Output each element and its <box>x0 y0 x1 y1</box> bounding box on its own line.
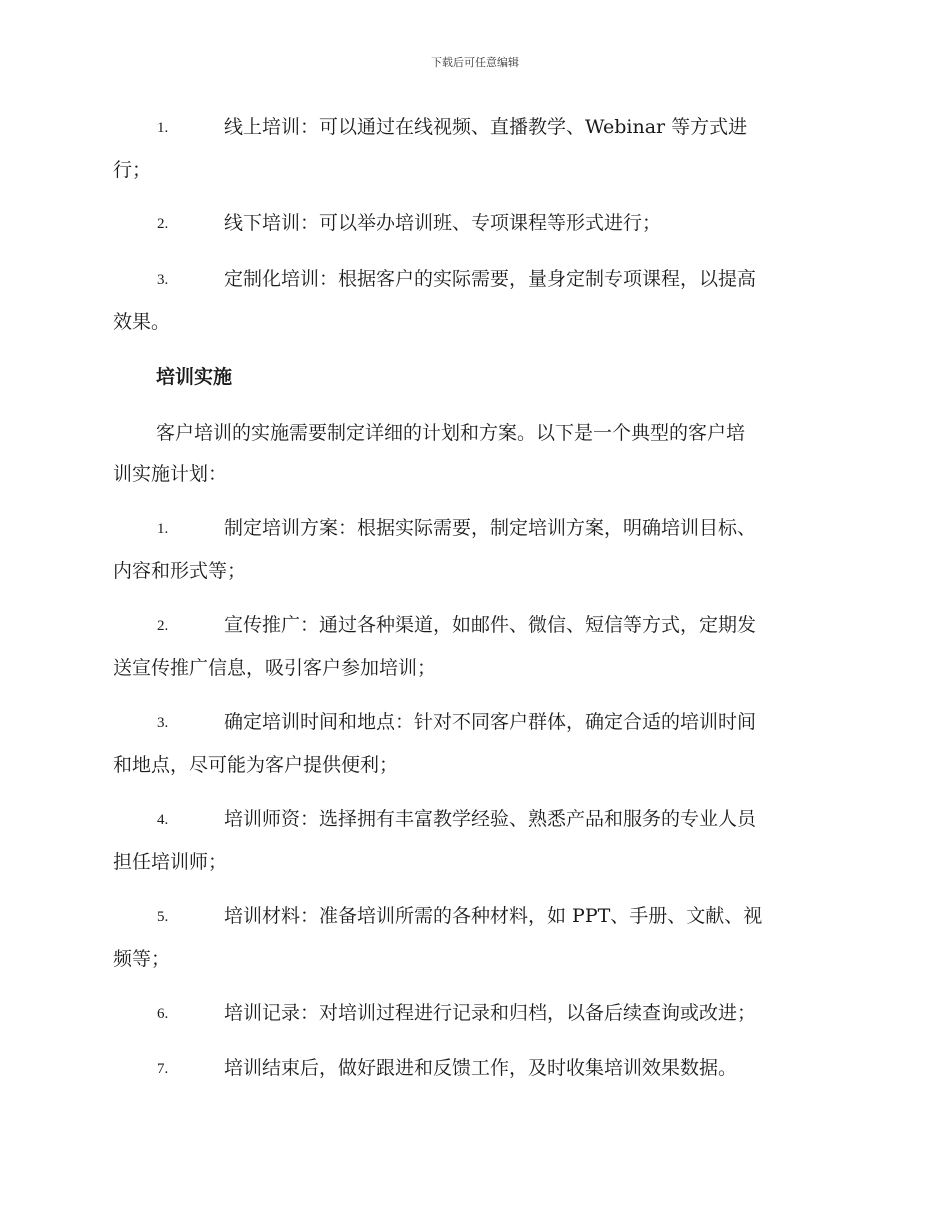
list-item-continuation: 效果。 <box>113 311 171 333</box>
list-item-continuation: 送宣传推广信息，吸引客户参加培训； <box>113 657 437 679</box>
list-item-text: 培训师资：选择拥有丰富教学经验、熟悉产品和服务的专业人员 <box>224 808 757 830</box>
page-header: 下载后可任意编辑 <box>431 56 519 69</box>
paragraph-continuation: 训实施计划： <box>113 463 228 485</box>
list-item-text: 线上培训：可以通过在线视频、直播教学、Webinar 等方式进 <box>224 116 748 138</box>
list-number: 2. <box>157 618 169 634</box>
list-number: 1. <box>157 521 169 537</box>
list-item-text: 线下培训：可以举办培训班、专项课程等形式进行； <box>224 212 662 234</box>
list-number: 4. <box>157 812 169 828</box>
list-item-continuation: 和地点，尽可能为客户提供便利； <box>113 754 399 776</box>
list-item-text: 定制化培训：根据客户的实际需要，量身定制专项课程，以提高 <box>224 268 757 290</box>
list-number: 3. <box>157 715 169 731</box>
list-item-text: 培训材料：准备培训所需的各种材料，如 PPT、手册、文献、视 <box>224 905 763 927</box>
list-item-continuation: 频等； <box>113 948 171 970</box>
list-number: 7. <box>157 1061 169 1077</box>
list-item-text: 宣传推广：通过各种渠道，如邮件、微信、短信等方式，定期发 <box>224 614 757 636</box>
list-number: 2. <box>157 216 169 232</box>
list-number: 5. <box>157 909 169 925</box>
section-heading: 培训实施 <box>156 366 233 388</box>
paragraph-text: 客户培训的实施需要制定详细的计划和方案。以下是一个典型的客户培 <box>156 422 746 444</box>
list-item-text: 确定培训时间和地点：针对不同客户群体，确定合适的培训时间 <box>224 711 757 733</box>
list-item-text: 培训记录：对培训过程进行记录和归档，以备后续查询或改进； <box>224 1002 757 1024</box>
list-item-text: 培训结束后，做好跟进和反馈工作，及时收集培训效果数据。 <box>224 1057 738 1079</box>
list-item-continuation: 行； <box>113 159 152 181</box>
list-number: 1. <box>157 120 169 136</box>
list-number: 3. <box>157 272 169 288</box>
list-item-continuation: 内容和形式等； <box>113 560 247 582</box>
list-number: 6. <box>157 1006 169 1022</box>
list-item-text: 制定培训方案：根据实际需要，制定培训方案，明确培训目标、 <box>224 517 757 539</box>
list-item-continuation: 担任培训师； <box>113 851 228 873</box>
